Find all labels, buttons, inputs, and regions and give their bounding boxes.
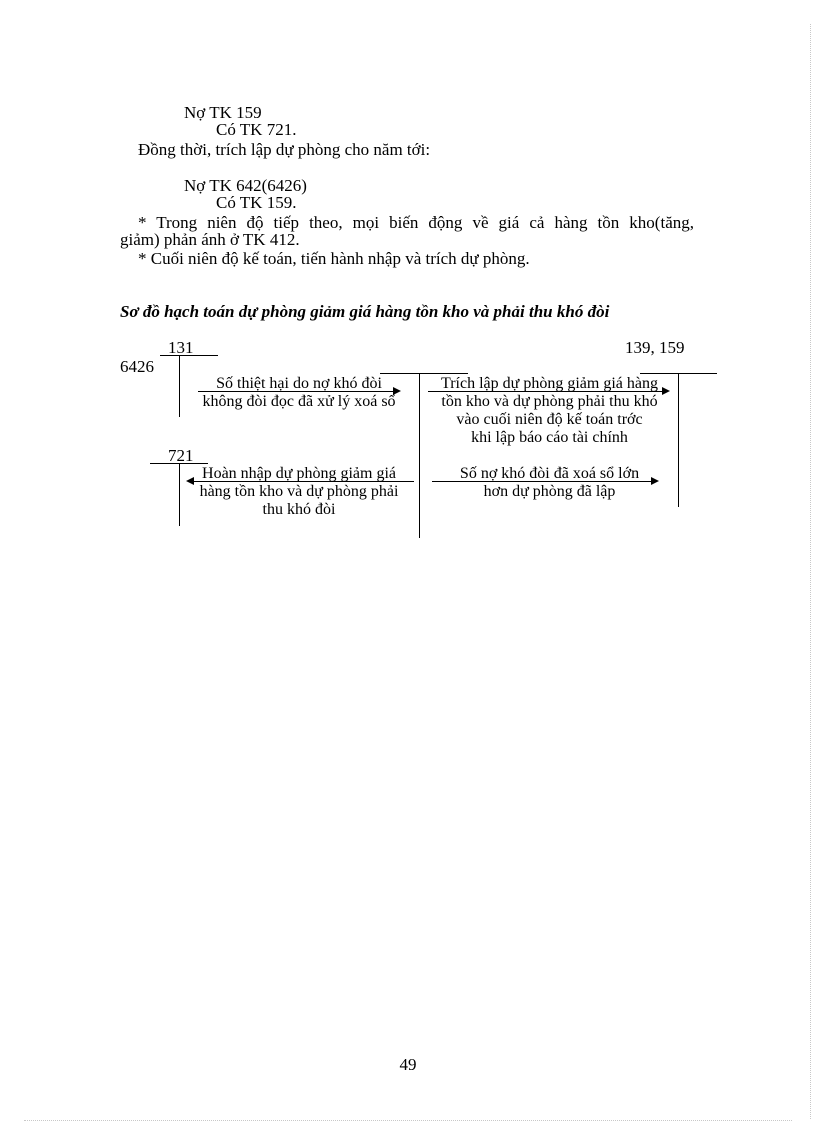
- flow-provision-reversal-line3: thu khó đòi: [262, 501, 336, 518]
- flow-bad-debt-written-off-line2: không đòi đọc đã xử lý xoá sổ: [202, 393, 396, 410]
- flow-provision-reversal-line2: hàng tồn kho và dự phòng phải: [199, 483, 399, 500]
- arrow-to-721-line: [194, 481, 414, 482]
- flow-bad-debt-written-off-line1: Số thiệt hại do nợ khó đòi: [216, 375, 382, 392]
- account-139-159-stem: [678, 374, 679, 507]
- arrow-131-to-6426-line: [198, 391, 394, 392]
- flow-provision-set-line1: Trích lập dự phòng giảm giá hàng: [441, 375, 658, 392]
- diagram-title: Sơ đồ hạch toán dự phòng giảm giá hàng tồn kho và phải thu khó đòi: [120, 302, 610, 321]
- flow-provision-set-line3: vào cuối niên độ kế toán trớc: [456, 411, 643, 428]
- account-721-stem: [179, 464, 180, 526]
- arrow-left-icon: [186, 477, 194, 485]
- flow-excess-bad-debt-line1: Số nợ khó đòi đã xoá sổ lớn: [459, 465, 640, 482]
- account-721-label: 721: [168, 446, 194, 465]
- flow-provision-reversal-line1: Hoàn nhập dự phòng giảm giá: [202, 465, 396, 482]
- arrow-6426-to-139-line: [428, 391, 664, 392]
- paragraph-next-period-cont: giảm) phản ánh ở TK 412.: [120, 230, 300, 249]
- entry-debit-159: Nợ TK 159: [184, 103, 262, 122]
- account-131-label: 131: [168, 338, 194, 357]
- flow-excess-bad-debt-line2: hơn dự phòng đã lập: [483, 483, 616, 500]
- entry-debit-6426: Nợ TK 642(6426): [184, 176, 307, 195]
- account-131-stem: [179, 356, 180, 417]
- arrow-right-icon: [651, 477, 659, 485]
- account-131-top-line: [160, 355, 218, 356]
- arrow-right-icon: [662, 387, 670, 395]
- paragraph-year-end: * Cuối niên độ kế toán, tiến hành nhập và trích dự phòng.: [138, 249, 530, 268]
- flow-provision-set-line2: tồn kho và dự phòng phải thu khó: [441, 393, 658, 410]
- arrow-excess-line: [432, 481, 652, 482]
- page-right-border: [810, 24, 811, 1119]
- account-6426-top-line: [380, 373, 468, 374]
- account-139-159-label: 139, 159: [625, 338, 685, 357]
- flow-provision-set-line4: khi lập báo cáo tài chính: [471, 429, 628, 446]
- entry-credit-721: Có TK 721.: [216, 120, 297, 139]
- page-bottom-border: [24, 1120, 792, 1121]
- account-6426-stem: [419, 374, 420, 538]
- entry-credit-159: Có TK 159.: [216, 193, 297, 212]
- account-6426-label: 6426: [120, 357, 154, 376]
- paragraph-next-period: * Trong niên độ tiếp theo, mọi biến động về giá cả hàng tồn kho(tăng,: [138, 213, 694, 232]
- page-number: 49: [399, 1055, 417, 1074]
- arrow-right-icon: [393, 387, 401, 395]
- paragraph-simultaneous: Đồng thời, trích lập dự phòng cho năm tới:: [138, 140, 431, 159]
